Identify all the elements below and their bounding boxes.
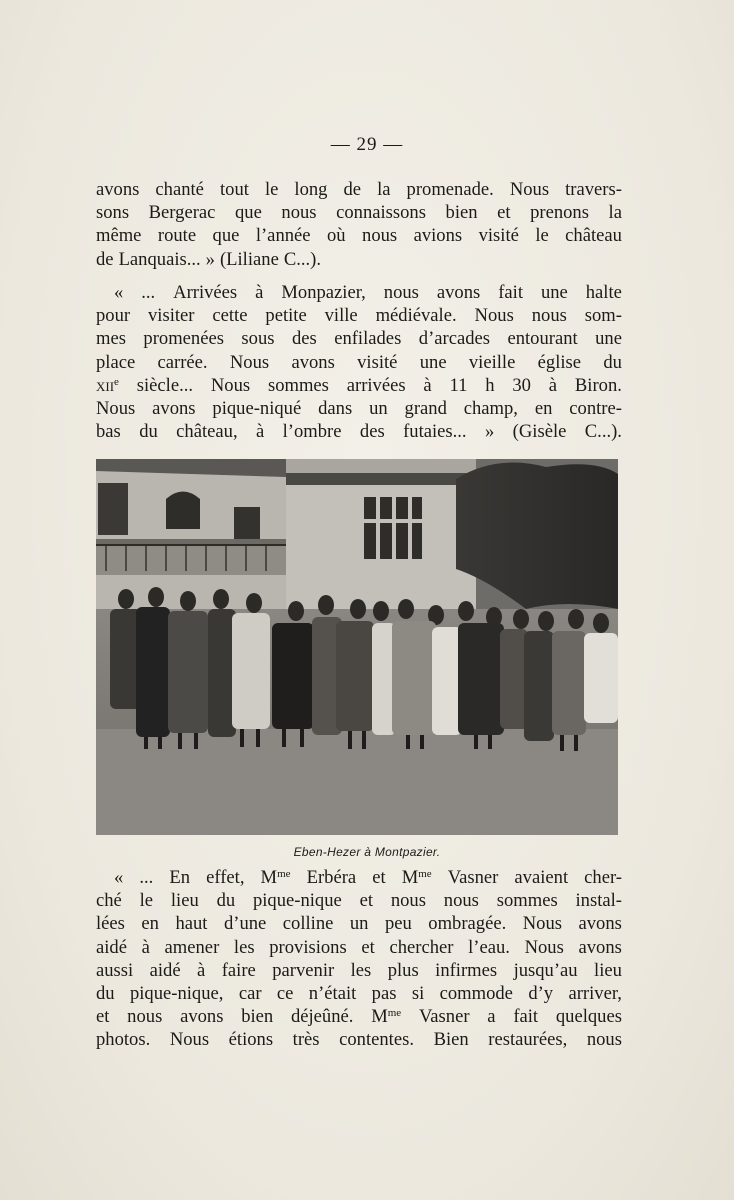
word: dans bbox=[318, 397, 353, 419]
word: connaissons bbox=[336, 202, 426, 224]
word: étions bbox=[228, 1029, 274, 1051]
word: même bbox=[96, 225, 142, 247]
word: Bergerac bbox=[148, 202, 216, 224]
word: « bbox=[114, 867, 124, 888]
word: à bbox=[141, 936, 150, 958]
word: le bbox=[264, 179, 279, 200]
word: effet, bbox=[206, 867, 245, 888]
word: à bbox=[255, 282, 264, 303]
word: lieu bbox=[170, 890, 199, 912]
word: si bbox=[411, 982, 425, 1004]
word: de bbox=[96, 248, 114, 270]
word: carrée. bbox=[157, 351, 208, 373]
word: avons bbox=[291, 351, 335, 373]
word: arrivées bbox=[346, 374, 406, 396]
group-photo bbox=[96, 459, 618, 835]
word: d’arcades bbox=[418, 328, 490, 350]
paragraph-1 bbox=[96, 178, 622, 271]
word: un bbox=[369, 397, 388, 419]
word: Bien bbox=[433, 1029, 469, 1051]
word: une bbox=[540, 282, 568, 303]
word: château, bbox=[176, 421, 238, 443]
photo-caption: Eben-Hezer à Montpazier. bbox=[293, 845, 441, 859]
text-line bbox=[96, 866, 622, 889]
word: fait bbox=[513, 1006, 539, 1028]
word: ville bbox=[324, 305, 358, 327]
word: nous bbox=[383, 282, 419, 303]
word: nous bbox=[531, 305, 567, 327]
word: promenées bbox=[143, 328, 224, 350]
word: d’une bbox=[223, 913, 267, 935]
word: château bbox=[565, 225, 622, 247]
word: chercher bbox=[389, 936, 454, 958]
word: avons bbox=[152, 397, 196, 419]
word: des bbox=[359, 421, 385, 443]
text-line bbox=[96, 224, 622, 247]
text-line bbox=[96, 889, 622, 912]
text-line bbox=[96, 936, 622, 959]
word: place bbox=[96, 351, 136, 373]
word: le bbox=[139, 890, 154, 912]
word: Erbéra bbox=[306, 867, 357, 888]
text-line bbox=[96, 374, 622, 397]
word: C...). bbox=[584, 421, 622, 443]
word: et bbox=[361, 936, 375, 958]
word: petite bbox=[265, 305, 307, 327]
text-line bbox=[96, 1028, 622, 1051]
word: travers- bbox=[565, 179, 622, 200]
word: tout bbox=[219, 179, 249, 200]
word: de bbox=[343, 179, 362, 200]
word: aussi bbox=[96, 959, 134, 981]
word: une bbox=[595, 328, 622, 350]
word: faire bbox=[221, 959, 256, 981]
text-line bbox=[96, 201, 622, 224]
word: « bbox=[114, 282, 124, 303]
text-fragment: $M^{me}$ bbox=[260, 867, 291, 888]
word: les bbox=[350, 959, 372, 981]
word: visiter bbox=[148, 305, 195, 327]
word: avions bbox=[413, 225, 463, 247]
text-line bbox=[96, 248, 622, 271]
word: aidé bbox=[149, 959, 181, 981]
word: futaies... bbox=[403, 421, 467, 443]
word: amener bbox=[164, 936, 220, 958]
word: pique-nique, bbox=[129, 982, 224, 1004]
word: ombragée. bbox=[428, 913, 507, 935]
word: du bbox=[139, 421, 158, 443]
word: instal- bbox=[575, 890, 622, 912]
word: Nous bbox=[229, 351, 270, 373]
word: nous bbox=[586, 1029, 622, 1051]
word: bien bbox=[445, 202, 478, 224]
word: et bbox=[359, 890, 374, 912]
word: route bbox=[157, 225, 197, 247]
word: jusqu’au bbox=[513, 959, 578, 981]
page-number: — 29 — bbox=[330, 134, 404, 155]
word: a bbox=[487, 1006, 496, 1028]
word: et bbox=[372, 867, 386, 888]
word: cher- bbox=[584, 867, 622, 888]
word: l’eau. bbox=[468, 936, 510, 958]
word: C...). bbox=[283, 248, 322, 270]
word: que bbox=[212, 225, 240, 247]
word: du bbox=[216, 890, 236, 912]
word: visité bbox=[478, 225, 519, 247]
word: som- bbox=[584, 305, 622, 327]
group-photo-image bbox=[96, 459, 618, 835]
word: pas bbox=[371, 982, 397, 1004]
word: Nous bbox=[509, 179, 550, 200]
word: grand bbox=[404, 397, 447, 419]
word: photos. bbox=[96, 1029, 151, 1051]
word: la bbox=[377, 179, 391, 200]
text-line bbox=[96, 982, 622, 1005]
word: en bbox=[534, 397, 553, 419]
word: à bbox=[197, 959, 206, 981]
word: enfilades bbox=[334, 328, 402, 350]
word: lées bbox=[96, 913, 125, 935]
word: avons bbox=[180, 1006, 224, 1028]
paragraph-3 bbox=[96, 866, 622, 1052]
word: arriver, bbox=[568, 982, 622, 1004]
word: » bbox=[205, 248, 215, 270]
word: h bbox=[485, 374, 495, 396]
word: bas bbox=[96, 421, 121, 443]
text-line bbox=[96, 327, 622, 350]
century-numeral: xii$^e$ bbox=[96, 374, 119, 396]
word: lieu bbox=[594, 959, 622, 981]
word: (Liliane bbox=[219, 248, 279, 270]
word: nous bbox=[443, 890, 479, 912]
text-line bbox=[96, 1005, 622, 1028]
text-fragment: $M^{me}$ bbox=[401, 867, 432, 888]
word: en bbox=[141, 913, 159, 935]
word: Vasner bbox=[447, 867, 499, 888]
word: pour bbox=[96, 305, 131, 327]
word: bien bbox=[241, 1006, 274, 1028]
word: halte bbox=[585, 282, 622, 303]
word: avaient bbox=[514, 867, 569, 888]
word: provisions bbox=[269, 936, 347, 958]
word: aidé bbox=[96, 936, 127, 958]
word: chanté bbox=[155, 179, 204, 200]
word: les bbox=[233, 936, 255, 958]
word: Nous bbox=[524, 936, 564, 958]
word: à bbox=[548, 374, 558, 396]
text-line bbox=[96, 397, 622, 420]
word: Nous bbox=[169, 1029, 210, 1051]
paragraph-2 bbox=[96, 281, 622, 443]
text-line bbox=[96, 178, 622, 201]
word: d’y bbox=[528, 982, 554, 1004]
word: 30 bbox=[512, 374, 531, 396]
word: contre- bbox=[569, 397, 622, 419]
word: Nous bbox=[210, 374, 251, 396]
word: une bbox=[419, 351, 447, 373]
word: nous bbox=[390, 890, 426, 912]
word: très bbox=[292, 1029, 320, 1051]
word: à bbox=[255, 421, 265, 443]
word: (Gisèle bbox=[512, 421, 567, 443]
word: En bbox=[169, 867, 191, 888]
word: ... bbox=[139, 867, 154, 888]
word: du bbox=[96, 982, 115, 1004]
word: Monpazier, bbox=[281, 282, 366, 303]
word: avons bbox=[436, 282, 481, 303]
word: que bbox=[234, 202, 262, 224]
word: où bbox=[326, 225, 346, 247]
word: cette bbox=[212, 305, 248, 327]
word: sons bbox=[96, 202, 130, 224]
word: commode bbox=[439, 982, 513, 1004]
word: siècle... bbox=[136, 374, 194, 396]
word: sommes bbox=[496, 890, 558, 912]
word: avons bbox=[578, 936, 622, 958]
word: peu bbox=[384, 913, 412, 935]
word: haut bbox=[175, 913, 208, 935]
word: Nous bbox=[522, 913, 562, 935]
text-line bbox=[96, 281, 622, 304]
word: à bbox=[423, 374, 432, 396]
word: colline bbox=[282, 913, 334, 935]
word: et bbox=[497, 202, 511, 224]
word: contentes. bbox=[339, 1029, 414, 1051]
word: sommes bbox=[267, 374, 329, 396]
word: quelques bbox=[555, 1006, 622, 1028]
word: un bbox=[349, 913, 369, 935]
word: Arrivées bbox=[173, 282, 238, 303]
word: et bbox=[96, 1006, 110, 1028]
word: 11 bbox=[449, 374, 468, 396]
word: fait bbox=[498, 282, 523, 303]
word: nous bbox=[127, 1006, 163, 1028]
text-line bbox=[96, 912, 622, 935]
word: l’ombre bbox=[282, 421, 342, 443]
word: des bbox=[291, 328, 317, 350]
word: prenons bbox=[530, 202, 589, 224]
word: Nous bbox=[474, 305, 514, 327]
word: car bbox=[238, 982, 262, 1004]
word: Nous bbox=[96, 397, 136, 419]
word: nous bbox=[281, 202, 317, 224]
word: du bbox=[603, 351, 622, 373]
word: église bbox=[537, 351, 582, 373]
word: long bbox=[294, 179, 328, 200]
word: plus bbox=[387, 959, 419, 981]
word: médiévale. bbox=[375, 305, 457, 327]
word: sous bbox=[241, 328, 275, 350]
word: ché bbox=[96, 890, 122, 912]
word: Lanquais... bbox=[118, 248, 201, 270]
word: entourant bbox=[507, 328, 578, 350]
word: Biron. bbox=[574, 374, 622, 396]
word: l’année bbox=[255, 225, 311, 247]
word: nous bbox=[362, 225, 398, 247]
word: pique-niqué bbox=[212, 397, 302, 419]
word: pique-nique bbox=[252, 890, 342, 912]
word: champ, bbox=[463, 397, 518, 419]
word: ... bbox=[141, 282, 156, 303]
word: » bbox=[484, 421, 495, 443]
text-line bbox=[96, 351, 622, 374]
word: restaurées, bbox=[488, 1029, 568, 1051]
word: avons bbox=[578, 913, 622, 935]
word: avons bbox=[96, 179, 140, 200]
word: mes bbox=[96, 328, 126, 350]
word: le bbox=[535, 225, 549, 247]
word: Vasner bbox=[418, 1006, 470, 1028]
text-line bbox=[96, 304, 622, 327]
text-line bbox=[96, 420, 622, 443]
word: visité bbox=[357, 351, 398, 373]
word: la bbox=[608, 202, 622, 224]
word: ce bbox=[276, 982, 294, 1004]
word: n’était bbox=[308, 982, 357, 1004]
text-line bbox=[96, 959, 622, 982]
word: parvenir bbox=[272, 959, 335, 981]
text-fragment: $M^{me}$ bbox=[371, 1006, 402, 1028]
word: déjeûné. bbox=[290, 1006, 354, 1028]
word: promenade. bbox=[406, 179, 494, 200]
word: infirmes bbox=[435, 959, 498, 981]
word: vieille bbox=[468, 351, 516, 373]
